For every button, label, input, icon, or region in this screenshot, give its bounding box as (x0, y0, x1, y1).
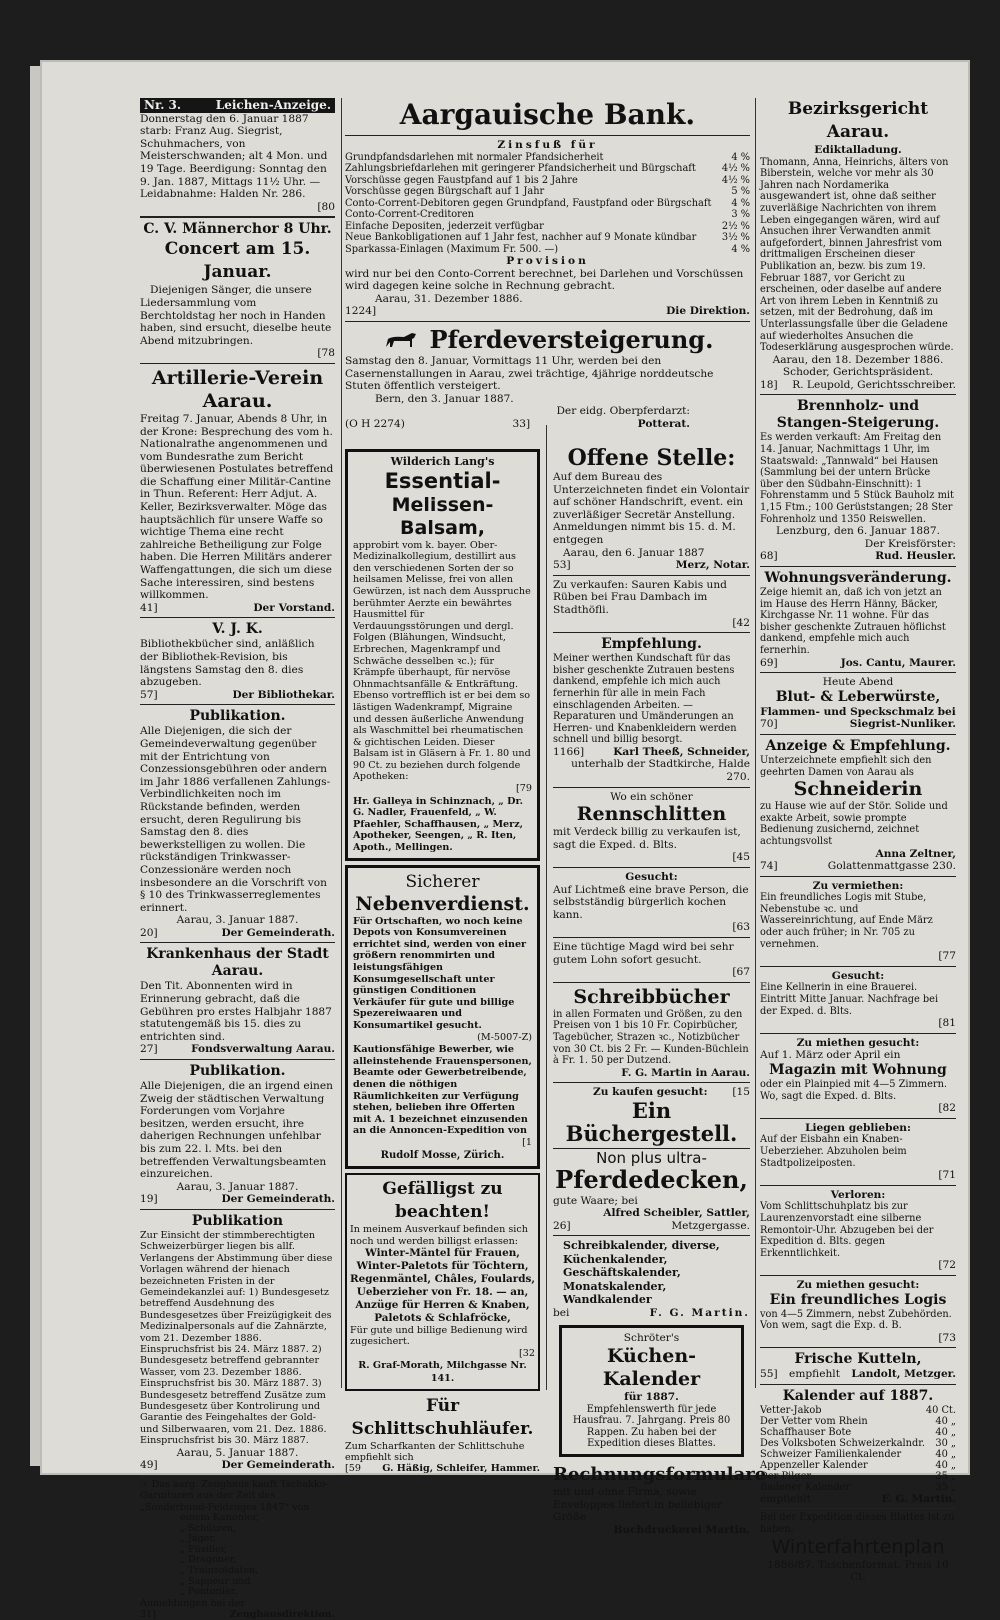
court-president: Schoder, Gerichtspräsident. (782, 366, 934, 379)
signature: Siegrist-Nunliker. (849, 718, 956, 731)
vjk-heading: V. J. K. (212, 621, 263, 638)
tripe-heading: Frische Kutteln, (794, 1351, 922, 1368)
rate-row: Conto-Corrent-Debitoren gegen Grundpfand, Faustpfand oder Bürgschaft 4 % (345, 197, 750, 209)
price-row: Der Pilger 35 „ (760, 1470, 956, 1482)
ad-number: 57] (140, 688, 158, 701)
signature: Anna Zeltner, (875, 847, 956, 860)
kitchen-calendar-ad (559, 1325, 744, 1457)
wanted-heading: Gesucht: (625, 871, 678, 884)
found-text: Auf der Eisbahn ein Knaben-Ueberzieher. Abzuholen beim Stadtpolizeiposten. (760, 1134, 907, 1169)
list-item: einem Kanonier, (180, 1512, 260, 1524)
column-4 (760, 98, 956, 1584)
brand-name: Wilderich Lang's (390, 455, 495, 468)
ad-intro: bei (553, 1306, 570, 1319)
moving-text: Zeige hiemit an, daß ich von jetzt an im Hause des Herrn Hänny, Bäcker, Kirchgasse Nr. 11 wohne. Für das bisher geschenkte Zutrauen höflichst dankend, empfehle mich auch fernerhin. (760, 587, 946, 656)
ad-number: [45 (732, 851, 750, 864)
signature: F. G. Martin. (649, 1306, 750, 1319)
signature: Jos. Cantu, Maurer. (840, 656, 956, 669)
notebooks-text: in allen Formaten und Größen, zu den Preisen von 1 bis 10 Fr. Copirbücher, Tagebücher, Strazen ꝛc., Notizbücher von 30 Ct. bis 2 Fr. — Kunden-Büchlein à Fr. 1. 50 per Dutzend. (553, 1008, 749, 1067)
ad-code: (O H 2274) (345, 418, 405, 431)
publication-heading: Publikation. (189, 1063, 286, 1080)
brand-name: Schröter's (623, 1332, 680, 1345)
lost-text: Vom Schlittschuhplatz bis zur Laurenzenvorstadt eine silberne Remontoir-Uhr. Abzugeben bei der Expedition d. Blts. gegen Erkenntlichkeit. (760, 1201, 934, 1259)
ad-text: Für gute und billige Bedienung wird zugesichert. (350, 1324, 528, 1348)
bank-heading: Aargauische Bank. (399, 98, 696, 131)
ad-text: In meinem Ausverkauf befinden sich noch und werden billigst erlassen: (350, 1224, 528, 1247)
ad-intro: Wo ein schöner (610, 790, 693, 803)
price-row: Vetter-Jakob 40 Ct. (760, 1404, 956, 1416)
ad-text: Kautionsfähige Bewerber, wie alleinstehende Frauenspersonen, Beamte oder Gewerbetreibende, denen die nöthigen Räumlichkeiten zur Verfügung stehen, belieben ihre Offerten mit A. 1 bezeichnet einzusenden an die Annoncen-Expedition von (353, 1044, 532, 1137)
wanted-text: Eine Kellnerin in eine Brauerei. Eintritt Mitte Januar. Nachfrage bei der Exped. d. Blts. (760, 982, 939, 1017)
signature: Alfred Scheibler, Sattler, (603, 1207, 750, 1220)
armory-text: Das aarg. Zeughaus kauft Tschakko-Garnituren aus der Zeit des „Sonderbund-Feldzuges 1847“ von (140, 1478, 329, 1513)
signature: Karl Theeß, Schneider, (613, 745, 750, 758)
publication-heading: Publikation (191, 1212, 284, 1229)
horse-auction-heading: Pferdeversteigerung. (345, 325, 750, 355)
ad-heading: Sicherer (405, 871, 480, 892)
ad-number: [71 (938, 1169, 956, 1182)
wanted-text: Eine tüchtige Magd wird bei sehr gutem Lohn sofort gesucht. (553, 941, 734, 966)
place-date: Aarau, 5. Januar 1887. (176, 1446, 299, 1459)
ad-text: empfiehlt (789, 1368, 840, 1381)
skaters-heading: Für Schlittschuhläufer. (351, 1395, 534, 1439)
notice-heading: Anzeige & Empfehlung. (765, 737, 951, 754)
provision-heading: Provision (506, 255, 589, 268)
wanted-text: Auf Lichtmeß eine brave Person, die selbstständig bürgerlich kochen kann. (553, 883, 749, 921)
ad-number: 55] (760, 1368, 778, 1381)
issue-number: Nr. 3. (144, 98, 182, 112)
price-row: Des Volksboten Schweizerkalndr. 30 „ (760, 1437, 956, 1449)
signature: F. G. Martin. (881, 1492, 956, 1505)
found-heading: Liegen geblieben: (805, 1121, 911, 1134)
ad-number: 27] (140, 1043, 158, 1056)
rate-row: Einfache Depositen, jederzeit verfügbar 2½ % (345, 220, 750, 232)
list-item: Monatskalender, (563, 1279, 667, 1293)
warehouse-heading: Magazin mit Wohnung (769, 1062, 947, 1078)
bank-section (345, 98, 750, 431)
ad-heading: Gefälligst zu beachten! (382, 1179, 503, 1223)
horse-blankets-heading: Pferdedecken, (555, 1164, 748, 1194)
ad-number: 53] (553, 559, 571, 572)
signature: Zeughausdirektion. (229, 1608, 335, 1620)
list-item: „ Pontonier. (180, 1586, 238, 1598)
price-row: Badener Kalender 35 „ (760, 1481, 956, 1493)
death-notice-text: Donnerstag den 6. Januar 1887 starb: Franz Aug. Siegrist, Schuhmachers, von Meisterschwanden; alt 4 Mon. und 19 Tage. Beerdigung: Sonntag den 9. Jan. 1887, Mittags 11½ Uhr. — Leidabnahme: Halden Nr. 286. (140, 112, 328, 201)
place-date: Bern, den 3. Januar 1887. (375, 392, 514, 405)
seamstress-heading: Schneiderin (793, 778, 923, 801)
product-title: Essential- (384, 468, 501, 493)
ad-number: 70] (760, 718, 778, 731)
interest-heading: Zinsfuß für (497, 139, 598, 151)
signature: Rudolf Mosse, Zürich. (380, 1149, 505, 1161)
column-1 (140, 98, 335, 1620)
ad-heading: Nebenverdienst. (355, 892, 530, 915)
court-heading: Bezirksgericht Aarau. (787, 99, 929, 142)
signature: Merz, Notar. (675, 559, 750, 572)
ad-number: [73 (938, 1331, 956, 1344)
pointing-hand-icon: ☞ (140, 1478, 152, 1490)
signature: Der Gemeinderath. (221, 926, 335, 939)
job-opening-heading: Offene Stelle: (567, 445, 736, 471)
place-date: Aarau, 3. Januar 1887. (176, 1180, 299, 1193)
item-list: Winter-Mäntel für Frauen, Winter-Paletots für Töchtern, Regenmäntel, Châles, Foulards, Ueberzieher von Fr. 18. — an, Anzüge für Herren & Knaben, Paletots & Schlafröcke, (350, 1246, 535, 1324)
rate-row: Neue Bankobligationen auf 1 Jahr fest, nachher auf 9 Monate kündbar 3½ % (345, 232, 750, 244)
ad-number: 31] (140, 1608, 156, 1620)
hospital-text: Den Tit. Abonnenten wird in Erinnerung gebracht, daß die Gebühren pro erstes Halbjahr 1887 statutengemäß bis 15. dies zu entrichten sind. (140, 980, 332, 1043)
ad-number: [32 (519, 1347, 535, 1359)
job-opening-text: Auf dem Bureau des Unterzeichneten findet ein Volontair auf schöner Handschrift, event. ein zuverläßiger Secretär Anstellung. Anmeldungen nimmt bis 15. d. M. entgegen (553, 471, 750, 546)
rates-table (345, 152, 750, 256)
publication-text: Zur Einsicht der stimmberechtigten Schweizerbürger liegen bis allf. Verlangens der Abstimmung über diese Vorlagen während der hienach bezeichneten Fristen in der Gemeindekanzlei auf: 1) Bundesgesetz betreffend Ausdehnung des Bundesgesetzes über Freizügigkeit des Medizinalpersonals auf die Zahnärzte, vom 21. Dezember 1886. Einspruchsfrist bis 24. März 1887. 2) Bundesgesetz betreffend gebrannter Wasser, vom 23. Dezember 1886. Einspruchsfrist bis 30. März 1887. 3) Bundesgesetz betreffend Zusätze zum Bundesgesetz über Kontrolirung und Garantie des Feingehaltes der Gold- und Silberwaaren, vom 21. Dez. 1886. Einspruchsfrist bis 30. März 1887. (140, 1229, 333, 1447)
address: Golattenmattgasse 230. (827, 860, 956, 873)
ad-text: Flammen- und Speckschmalz bei (760, 705, 956, 718)
horse-icon (382, 329, 422, 351)
ad-year: für 1887. (624, 1391, 679, 1403)
ad-number: 19] (140, 1193, 158, 1206)
concert-heading: Concert am 15. Januar. (164, 239, 311, 283)
provision-text: wird nur bei den Conto-Corrent berechnet, bei Darlehen und Vorschüssen wird dagegen keine solche in Rechnung gebracht. (345, 267, 744, 293)
choir-heading: C. V. Männerchor 8 Uhr. (143, 221, 332, 238)
court-text: Thomann, Anna, Heinrichs, älters von Biberstein, welche vor mehr als 30 Jahren nach Nordamerika ausgewandert ist, ohne daß seither zuverläßige Nachrichten von ihrem Leben eingegangen wären, wird auf Ansuchen ihrer Verwandten anmit aufgefordert, binnen Jahresfrist vom drittmaligen Erscheinen dieser Publikation an, bezw. bis zum 19. Februar 1887, vor Gericht zu erscheinen, oder daselbe auf andere Art von ihrem Leben in Kenntniß zu setzen, mit der Bedrohung, daß im Unterlassungsfalle über die Geladene auf wiederholtes Ansuchen die Todeserklärung ausgesprochen würde. (760, 156, 954, 354)
publication-text: Alle Diejenigen, die an irgend einen Zweig der städtischen Verwaltung Forderungen vom Vorjahre besitzen, werden ersucht, ihre daherigen Rechnungen unfehlbar bis zum 22. l. Mts. bei den betreffenden Verwaltungsbeamten einzureichen. (140, 1080, 333, 1181)
wanted-heading: Gesucht: (831, 969, 885, 982)
rate-row: Vorschüsse gegen Faustpfand auf 1 bis 2 Jahre 4½ % (345, 174, 750, 186)
place-date: Aarau, 3. Januar 1887. (176, 914, 299, 927)
list-item: Wandkalender (563, 1293, 652, 1307)
armory-end: Anmeldungen bei der (140, 1597, 245, 1609)
ad-number: [77 (938, 950, 956, 963)
ad-intro: Bei der Expedition dieses Blattes ist zu haben: (760, 1512, 955, 1536)
ad-text: Zum Scharfkanten der Schlittschuhe empfiehlt sich (345, 1440, 525, 1463)
place-date: Aarau, den 6. Januar 1887 (563, 546, 705, 559)
signature: F. G. Martin in Aarau. (621, 1066, 750, 1079)
ad-number: 69] (760, 656, 778, 669)
ad-intro: Non plus ultra- (596, 1148, 707, 1167)
ad-number: 20] (140, 926, 158, 939)
rate-row: Zahlungsbriefdarlehen mit geringerer Pfandsicherheit und Bürgschaft 4½ % (345, 163, 750, 175)
price-row: Der Vetter vom Rhein 40 „ (760, 1415, 956, 1427)
price-row: Schweizer Familienkalender 40 „ (760, 1448, 956, 1460)
for-rent-heading: Zu vermiethen: (812, 879, 904, 892)
sleigh-text: mit Verdeck billig zu verkaufen ist, sagt die Exped. d. Blts. (553, 826, 741, 851)
ad-text: Für Ortschaften, wo noch keine Depots von Konsumvereinen errichtet sind, werden von einer größern renommirten und leistungsfähigen Konsumgesellschaft unter günstigen Conditionen Verkäufer für gute und billige Spezereiwaaren und Konsumartikel gesucht. (353, 915, 527, 1031)
ad-code: (M-5007-Z) (477, 1031, 532, 1043)
ad-number: [82 (938, 1102, 956, 1115)
signature: R. Leupold, Gerichtsschreiber. (792, 378, 956, 391)
list-item: „ Füsilier, (180, 1543, 228, 1555)
ad-text: gute Waare; bei (553, 1194, 638, 1207)
column-rule (546, 425, 547, 1390)
lost-heading: Verloren: (830, 1188, 886, 1201)
vjk-text: Bibliothekbücher sind, anläßlich der Bibliothek-Revision, bis längstens Samstag den 8. dies abzugeben. (140, 638, 315, 689)
publication-text: Alle Diejenigen, die sich der Gemeindeverwaltung gegenüber mit der Entrichtung von Conzessionsgebühren oder andern im Jahr 1886 verfallenen Zahlungs-Verbindlichkeiten noch im Rückstande befinden, werden ersucht, deren Regulirung bis Samstag den 8. dies bewerkstelligen zu wollen. Die rückständigen Trinkwasser-Conzessionäre werden noch insbesondere an die Vorschrift von § 10 des Trinkwasserreglementes erinnert. (140, 725, 331, 914)
signature: Der Gemeinderath. (221, 1459, 335, 1472)
death-notice-title: Leichen-Anzeige. (215, 98, 331, 112)
calendar-list (553, 1239, 750, 1307)
lodging-heading: Ein freundliches Logis (769, 1291, 947, 1308)
firewood-text: Es werden verkauft: Am Freitag den 14. Januar, Nachmittags 1 Uhr, im Staatswald: „Tannwald“ bei Hausen (Sammlung bei der untern Brücke über den Südbahn-Einschnitt): 1 Fohrenstamm und 5 Stück Bauholz mit 1,15 Ftm.; 100 Gerüststangen; 28 Ster Fohrenholz und 1350 Reiswellen. (760, 432, 954, 525)
place-date: Aarau, den 18. Dezember 1886. (772, 353, 944, 366)
moving-heading: Wohnungsveränderung. (764, 570, 952, 586)
list-item: „ Sappeur und (180, 1575, 251, 1587)
ad-number: [67 (732, 966, 750, 979)
ad-number: [80 (317, 200, 335, 213)
clearance-sale-ad (345, 1173, 540, 1390)
rate-row: Vorschüsse gegen Bürgschaft auf 1 Jahr 5 % (345, 186, 750, 198)
signature: Landolt, Metzger. (851, 1368, 956, 1381)
list-item: Küchenkalender, (563, 1252, 668, 1266)
recommendation-heading: Empfehlung. (601, 636, 702, 653)
ad-text: Auf 1. März oder April ein (760, 1049, 901, 1062)
ad-intro: Heute Abend (822, 676, 894, 689)
ad-number: [72 (938, 1259, 956, 1272)
ad-number: 41] (140, 601, 158, 614)
list-item: „ Trainsoldaten, (180, 1565, 259, 1577)
ad-text: zu Hause wie auf der Stör. Solide und exakte Arbeit, sowie prompte Bedienung zusichernd, zeichnet achtungsvollst (760, 801, 948, 847)
column-2-lower (345, 445, 540, 1476)
signature: Buchdruckerei Martin. (613, 1523, 750, 1536)
list-item: „ Dragoner, (180, 1554, 237, 1566)
ad-number: 26] (553, 1219, 571, 1232)
pharmacy-list: Hr. Galleya in Schinznach, „ Dr. G. Nadler, Frauenfeld, „ W. Pfaehler, Schaffhausen, „ Merz, Apotheker, Seengen, „ R. Iten, Apoth., Mellingen. (353, 795, 524, 854)
horse-auction-text: Samstag den 8. Januar, Vormittags 11 Uhr, werden bei den Casernenstallungen in Aarau, zwei trächtige, 4jährige norddeutsche Stuten öffentlich versteigert. (345, 355, 714, 393)
calendar-heading: Kalender auf 1887. (782, 1387, 934, 1404)
ad-number: [15 (732, 1086, 750, 1099)
ad-number: 1166] (553, 745, 585, 758)
sleigh-heading: Rennschlitten (576, 803, 727, 826)
concert-text: Diejenigen Sänger, die unsere Liedersammlung vom Berchtoldstag her noch in Handen haben, sind ersucht, dieselbe heute Abend mitzubringen. (140, 284, 332, 347)
court-subheading: Ediktalladung. (814, 144, 902, 156)
invoice-forms-heading: Rechnungsformulare (553, 1463, 767, 1485)
melissa-balsam-ad (345, 449, 540, 861)
ad-intro: Zu miethen gesucht: (796, 1036, 920, 1049)
ad-number: 49] (140, 1459, 158, 1472)
calendar-price-list (760, 1405, 956, 1493)
list-item: Schreibkalender, diverse, (563, 1239, 720, 1253)
signature: R. Graf-Morath, Milchgasse Nr. 141. (358, 1360, 527, 1384)
column-rule (341, 98, 342, 1388)
ad-text: Unterzeichnete empfiehlt sich den geehrten Damen von Aarau als (760, 754, 932, 778)
bookshelf-heading: Ein Büchergestell. (565, 1097, 738, 1146)
list-item: „ Schützen, (180, 1522, 237, 1534)
notebooks-heading: Schreibbücher (573, 985, 730, 1008)
signature: Potterat. (637, 418, 690, 431)
ad-number: [59 (345, 1463, 361, 1475)
ad-intro: empfiehlt (760, 1492, 811, 1505)
ad-number: 1224] (345, 305, 377, 318)
ad-number: 33] (512, 418, 531, 431)
ad-number: 18] (760, 378, 778, 391)
place-date: Lenzburg, den 6. Januar 1887. (776, 525, 940, 538)
rate-row: Conto-Corrent-Creditoren 3 % (345, 209, 750, 221)
list-item: Geschäftskalender, (563, 1266, 681, 1280)
role-title: Der eidg. Oberpferdarzt: (556, 405, 690, 418)
column-3 (553, 445, 767, 1536)
ad-number: 74] (760, 860, 778, 873)
address: Metzgergasse. (671, 1219, 750, 1232)
address: unterhalb der Stadtkirche, Halde 270. (571, 758, 750, 784)
price-row: Appenzeller Kalender 40 „ (760, 1459, 956, 1471)
ad-intro: Zu miethen gesucht: (796, 1278, 920, 1291)
ad-number: [1 (522, 1136, 532, 1148)
ad-text: oder ein Plainpied mit 4—5 Zimmern. Wo, sagt die Exped. d. Blts. (760, 1079, 947, 1102)
sausage-heading: Blut- & Leberwürste, (775, 688, 941, 705)
for-rent-text: Ein freundliches Logis mit Stube, Nebenstube ꝛc. und Wassereinrichtung, auf Ende März oder auch früher; in Nr. 705 zu vernehmen. (760, 892, 933, 950)
ad-intro: Zu kaufen gesucht: (593, 1086, 708, 1099)
product-title: Melissen-Balsam, (391, 493, 494, 539)
ad-number: [63 (732, 921, 750, 934)
ad-text: Empfehlenswerth für jede Hausfrau. 7. Jahrgang. Preis 80 Rappen. Zu haben bei der Expedition dieses Blattes. (572, 1403, 731, 1450)
ad-text: 1886/87. Taschenformat. Preis 10 Ct. (767, 1558, 949, 1584)
recommendation-text: Meiner werthen Kundschaft für das bisher geschenkte Zutrauen bestens dankend, empfehle ich mich auch fernerhin für alle in mein Fach einschlagenden Arbeiten. — Reparaturen und Umänderungen an Herren- und Knabenkleidern werden schnell und billig besorgt. (553, 653, 737, 746)
ad-text: von 4—5 Zimmern, nebst Zubehörden. Von wem, sagt die Exp. d. B. (760, 1308, 952, 1332)
signature: Der Vorstand. (253, 601, 335, 614)
side-income-ad (345, 865, 540, 1169)
price-row: Schaffhauser Bote 40 „ (760, 1426, 956, 1438)
signature: Rud. Heusler. (875, 550, 956, 563)
artillery-heading: Artillerie-Verein Aarau. (151, 366, 324, 412)
ad-number: [79 (516, 783, 532, 795)
rate-row: Grundpfandsdarlehen mit normaler Pfandsicherheit 4 % (345, 151, 750, 163)
list-item: „ Jäger, (180, 1533, 216, 1545)
for-sale-text: Zu verkaufen: Sauren Kabis und Rüben bei Frau Dambach im Stadthöfli. (553, 578, 727, 616)
ad-number: [42 (732, 616, 750, 629)
publication-heading: Publikation. (189, 708, 286, 725)
ad-number: [81 (938, 1017, 956, 1030)
ad-heading: Küchen-Kalender (602, 1345, 701, 1390)
signature: Der Gemeinderath. (221, 1193, 335, 1206)
armory-list (140, 1513, 335, 1598)
signature: Der Bibliothekar. (232, 688, 335, 701)
place-date: Aarau, 31. Dezember 1886. (375, 292, 523, 305)
signature: Die Direktion. (666, 305, 750, 318)
product-text: approbirt vom k. bayer. Ober-Medizinalkollegium, destillirt aus den verschiedenen Sorten der so heilsamen Melisse, frei von allen Gewürzen, ist nach dem Ausspruche berühmter Aerzte ein bewährtes Hausmittel für Verdauungsstörungen und dergl. Folgen (Blähungen, Windsucht, Erbrechen, Magenkrampf und Schwäche desselben ꝛc.); für Krämpfe überhaupt, für nervöse Ohnmachtsanfälle & Entkräftung. Ebenso vortrefflich ist er bei dem so lästigen Wadenkrampf, Migraine und dessen äußerliche Anwendung als Waschmittel bei rheumatischen & gichtischen Leiden. Dieser Balsam ist in Gläsern à Fr. 1. 80 und 90 Ct. zu beziehen durch folgende Apotheken: (353, 539, 531, 783)
timetable-heading: Winterfahrtenplan (771, 1535, 945, 1558)
signature: Fondsverwaltung Aarau. (191, 1043, 335, 1056)
column-rule (755, 98, 756, 1388)
signature: G. Häßig, Schleifer, Hammer. (382, 1463, 540, 1475)
role-title: Der Kreisförster: (864, 537, 956, 550)
ad-text: mit und ohne Firma, sowie Enveloppes liefert in beliebiger Größe (553, 1485, 723, 1524)
artillery-text: Freitag 7. Januar, Abends 8 Uhr, in der Krone: Besprechung des vom h. Nationalrathe angenommenen und vom Bundesrathe zum Bericht überwiesenen Postulates betreffend die Schaffung einer Militär-Cantine in Thun. Referent: Herr Adjut. A. Keller, Bezirksverwalter. Möge das hauptsächlich für unsere Waffe so wichtige Thema eine recht zahlreiche Betheiligung zur Folge haben. Die Herren Militärs anderer Waffengattungen, die sich um diese Sache interessiren, sind bestens willkommen. (140, 412, 334, 602)
page-edge (30, 66, 40, 1466)
hospital-heading: Krankenhaus der Stadt Aarau. (146, 946, 329, 980)
firewood-heading: Brennholz- und Stangen-Steigerung. (776, 398, 940, 432)
ad-number: [78 (317, 347, 335, 360)
ad-number: 68] (760, 550, 778, 563)
rate-row: Sparkassa-Einlagen (Maximum Fr. 500. —) 4 % (345, 243, 750, 255)
death-notice-header (140, 98, 335, 113)
